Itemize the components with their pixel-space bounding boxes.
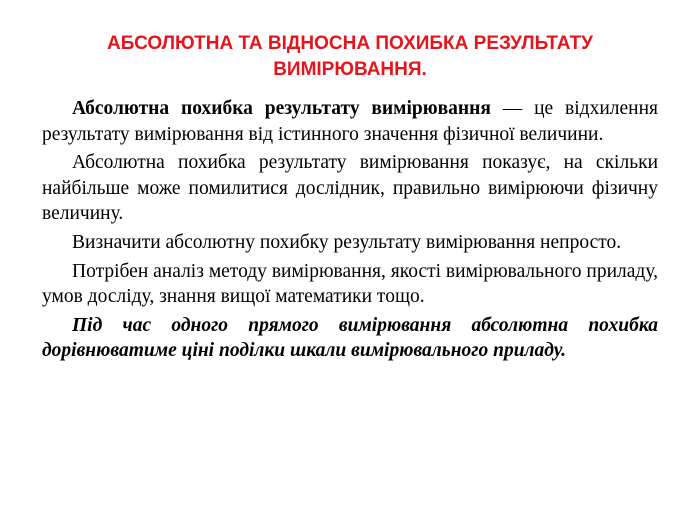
paragraph-meaning: Абсолютна похибка результату вимірювання показує, на скільки найбільше може помилитися дослідник, правильно вимірюючи фізичну величину. (42, 152, 658, 225)
definition-text: — це відхилення результату вимірювання від істинного значення фізичної величини. (42, 98, 658, 145)
paragraph-definition (42, 96, 658, 147)
paragraph-difficulty: Визначити абсолютну похибку результату вимірювання непросто. (72, 231, 622, 253)
paragraph-rule: Під час одного прямого вимірювання абсолютна похибка дорівнюватиме ціні поділки шкали вимірювального приладу. (42, 314, 658, 362)
paragraph-requirements: Потрібен аналіз методу вимірювання, якості вимірювального приладу, умов досліду, знання вищої математики тощо. (42, 260, 658, 308)
slide-title: АБСОЛЮТНА ТА ВІДНОСНА ПОХИБКА РЕЗУЛЬТАТУ ВИМІРЮВАННЯ. (107, 33, 593, 80)
slide-body (42, 96, 658, 367)
definition-term: Абсолютна похибка результату вимірювання (72, 98, 491, 119)
